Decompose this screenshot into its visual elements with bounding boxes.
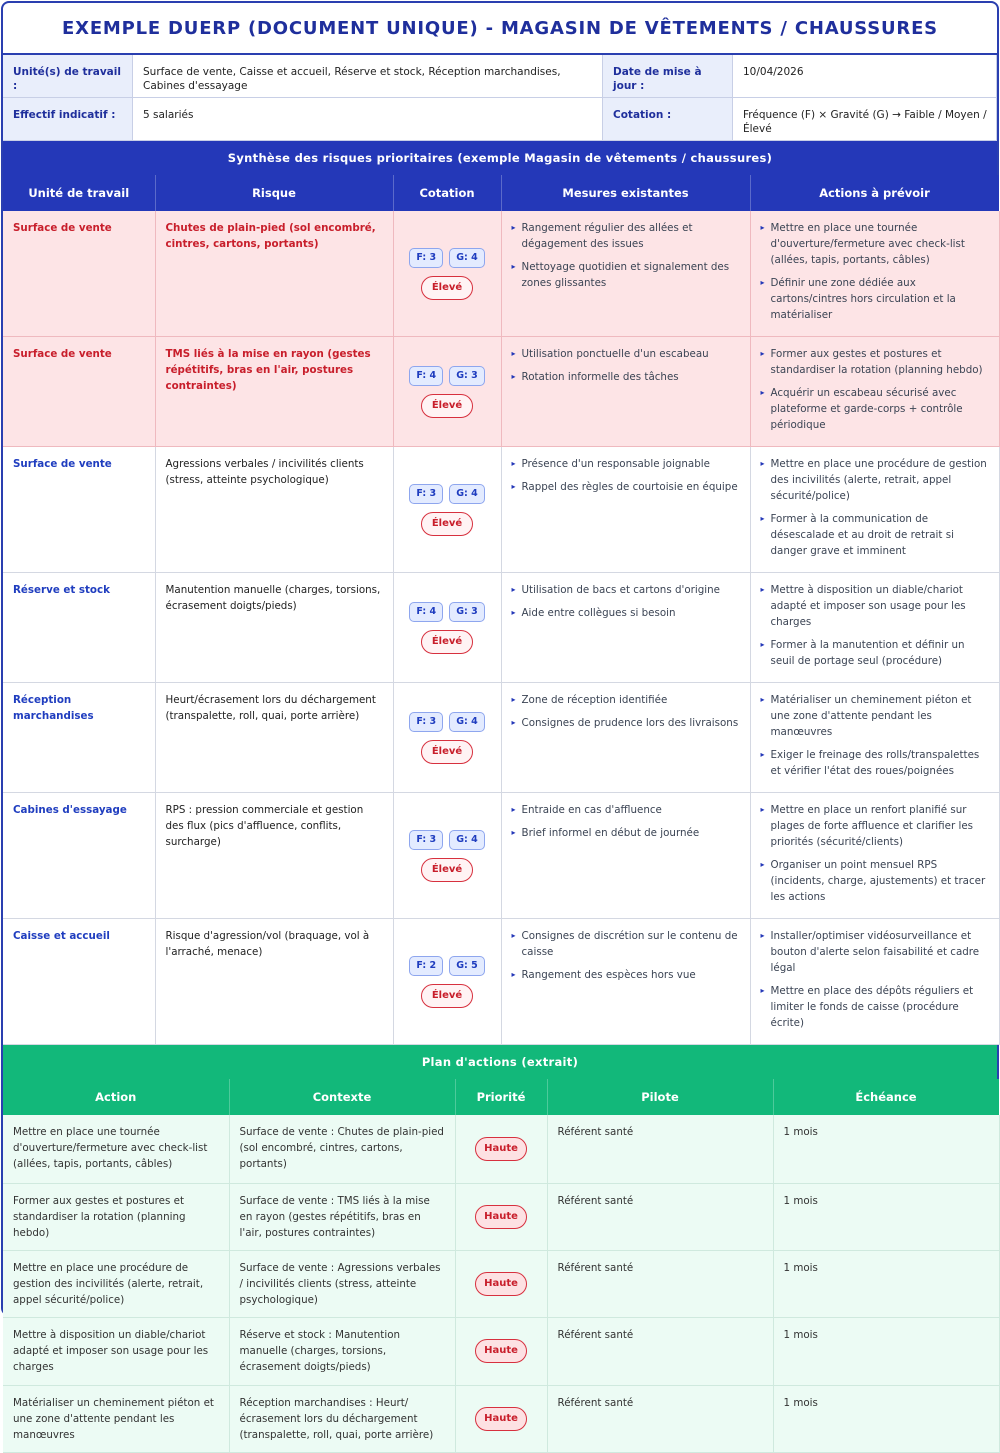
priority-badge: Haute xyxy=(475,1407,527,1431)
gravity-badge: G: 4 xyxy=(449,712,485,732)
action-item: ▸ Former à la communication de désescalade et au droit de retrait si danger grave et imminent xyxy=(761,511,990,559)
cotation-cell xyxy=(393,683,501,793)
action-item: ▸ Mettre en place une tournée d'ouverture/fermeture avec check-list (allées, tapis, portants, câbles) xyxy=(761,220,990,268)
action-item: ▸ Mettre à disposition un diable/chariot adapté et imposer son usage pour les charges xyxy=(761,582,990,630)
measure-item: ▸ Rappel des règles de courtoisie en équipe xyxy=(512,479,741,495)
frequency-badge: F: 3 xyxy=(409,830,443,850)
priority-cell xyxy=(455,1385,547,1452)
unit-cell: Réception marchandises xyxy=(3,683,155,793)
risk-row xyxy=(3,447,999,573)
measure-item: ▸ Consignes de prudence lors des livraisons xyxy=(512,715,741,731)
unit-cell: Caisse et accueil xyxy=(3,919,155,1045)
risk-cell: Risque d'agression/vol (braquage, vol à l'arraché, menace) xyxy=(155,919,393,1045)
action-item: ▸ Mettre en place un renfort planifié sur plages de forte affluence et clarifier les priorités (sécurité/clients) xyxy=(761,802,990,850)
context-cell: Surface de vente : TMS liés à la mise en rayon (gestes répétitifs, bras en l'air, postures contraintes) xyxy=(229,1183,455,1250)
measures-cell xyxy=(501,683,750,793)
priority-badge: Haute xyxy=(475,1137,527,1161)
unit-cell: Surface de vente xyxy=(3,447,155,573)
action-cell: Mettre en place une procédure de gestion des incivilités (alerte, retrait, appel sécurité/police) xyxy=(3,1250,229,1317)
header-priority: Priorité xyxy=(455,1079,547,1115)
context-cell: Surface de vente : Agressions verbales / incivilités clients (stress, atteinte psychologique) xyxy=(229,1250,455,1317)
risk-row xyxy=(3,683,999,793)
gravity-badge: G: 3 xyxy=(449,366,485,386)
measure-item: ▸ Rotation informelle des tâches xyxy=(512,369,741,385)
synthesis-title: Synthèse des risques prioritaires (exemple Magasin de vêtements / chaussures) xyxy=(3,141,997,175)
plan-title: Plan d'actions (extrait) xyxy=(3,1045,997,1079)
cotation-value: Fréquence (F) × Gravité (G) → Faible / Moyen / Élevé xyxy=(733,98,997,141)
risk-table xyxy=(3,175,1000,1045)
measures-cell xyxy=(501,919,750,1045)
risk-row xyxy=(3,919,999,1045)
risk-cell: Heurt/écrasement lors du déchargement (transpalette, roll, quai, porte arrière) xyxy=(155,683,393,793)
header-measures: Mesures existantes xyxy=(501,175,750,211)
cotation-cell xyxy=(393,793,501,919)
deadline-cell: 1 mois xyxy=(773,1317,999,1385)
header-actions: Actions à prévoir xyxy=(750,175,999,211)
pilot-cell: Référent santé xyxy=(547,1250,773,1317)
frequency-badge: F: 3 xyxy=(409,712,443,732)
action-cell: Former aux gestes et postures et standardiser la rotation (planning hebdo) xyxy=(3,1183,229,1250)
units-label: Unité(s) de travail : xyxy=(3,55,133,98)
header-pilot: Pilote xyxy=(547,1079,773,1115)
gravity-badge: G: 4 xyxy=(449,248,485,268)
action-row xyxy=(3,1183,999,1250)
risk-level-badge: Élevé xyxy=(421,394,473,418)
risk-cell: Chutes de plain-pied (sol encombré, cintres, cartons, portants) xyxy=(155,211,393,337)
actions-cell xyxy=(750,683,999,793)
document xyxy=(1,1,999,1441)
action-item: ▸ Mettre en place une procédure de gestion des incivilités (alerte, retrait, appel sécurité/police) xyxy=(761,456,990,504)
risk-cell: Agressions verbales / incivilités clients (stress, atteinte psychologique) xyxy=(155,447,393,573)
action-item: ▸ Exiger le freinage des rolls/transpalettes et vérifier l'état des roues/poignées xyxy=(761,747,990,779)
pilot-cell: Référent santé xyxy=(547,1317,773,1385)
risk-row xyxy=(3,337,999,447)
gravity-badge: G: 5 xyxy=(449,956,485,976)
action-item: ▸ Définir une zone dédiée aux cartons/cintres hors circulation et la matérialiser xyxy=(761,275,990,323)
action-cell: Mettre en place une tournée d'ouverture/fermeture avec check-list (allées, tapis, portants, câbles) xyxy=(3,1115,229,1183)
action-item: ▸ Former aux gestes et postures et standardiser la rotation (planning hebdo) xyxy=(761,346,990,378)
risk-level-badge: Élevé xyxy=(421,858,473,882)
measure-item: ▸ Brief informel en début de journée xyxy=(512,825,741,841)
action-row xyxy=(3,1250,999,1317)
frequency-badge: F: 4 xyxy=(409,602,443,622)
frequency-badge: F: 2 xyxy=(409,956,443,976)
measures-cell xyxy=(501,793,750,919)
priority-badge: Haute xyxy=(475,1205,527,1229)
header-unit: Unité de travail xyxy=(3,175,155,211)
measures-cell xyxy=(501,211,750,337)
pilot-cell: Référent santé xyxy=(547,1385,773,1452)
action-plan-table xyxy=(3,1079,1000,1453)
priority-badge: Haute xyxy=(475,1272,527,1296)
measure-item: ▸ Présence d'un responsable joignable xyxy=(512,456,741,472)
action-item: ▸ Installer/optimiser vidéosurveillance et bouton d'alerte selon faisabilité et cadre légal xyxy=(761,928,990,976)
risk-level-badge: Élevé xyxy=(421,276,473,300)
measures-cell xyxy=(501,573,750,683)
risk-cell: RPS : pression commerciale et gestion des flux (pics d'affluence, conflits, surcharge) xyxy=(155,793,393,919)
frequency-badge: F: 3 xyxy=(409,484,443,504)
deadline-cell: 1 mois xyxy=(773,1183,999,1250)
risk-cell: TMS liés à la mise en rayon (gestes répétitifs, bras en l'air, postures contraintes) xyxy=(155,337,393,447)
actions-cell xyxy=(750,337,999,447)
risk-row xyxy=(3,573,999,683)
measure-item: ▸ Entraide en cas d'affluence xyxy=(512,802,741,818)
measure-item: ▸ Consignes de discrétion sur le contenu de caisse xyxy=(512,928,741,960)
measure-item: ▸ Zone de réception identifiée xyxy=(512,692,741,708)
action-row xyxy=(3,1115,999,1183)
risk-table-header xyxy=(3,175,999,211)
date-value: 10/04/2026 xyxy=(733,55,997,98)
priority-cell xyxy=(455,1317,547,1385)
risk-level-badge: Élevé xyxy=(421,512,473,536)
measures-cell xyxy=(501,447,750,573)
priority-cell xyxy=(455,1250,547,1317)
pilot-cell: Référent santé xyxy=(547,1115,773,1183)
risk-level-badge: Élevé xyxy=(421,740,473,764)
gravity-badge: G: 4 xyxy=(449,830,485,850)
info-block xyxy=(3,55,997,141)
cotation-label: Cotation : xyxy=(603,98,733,141)
action-item: ▸ Mettre en place des dépôts réguliers et limiter le fonds de caisse (procédure écrite) xyxy=(761,983,990,1031)
frequency-badge: F: 4 xyxy=(409,366,443,386)
measure-item: ▸ Rangement régulier des allées et dégagement des issues xyxy=(512,220,741,252)
staff-label: Effectif indicatif : xyxy=(3,98,133,141)
risk-row xyxy=(3,793,999,919)
risk-level-badge: Élevé xyxy=(421,630,473,654)
deadline-cell: 1 mois xyxy=(773,1385,999,1452)
risk-level-badge: Élevé xyxy=(421,984,473,1008)
actions-cell xyxy=(750,573,999,683)
deadline-cell: 1 mois xyxy=(773,1250,999,1317)
priority-badge: Haute xyxy=(475,1339,527,1363)
actions-cell xyxy=(750,447,999,573)
actions-cell xyxy=(750,793,999,919)
gravity-badge: G: 4 xyxy=(449,484,485,504)
action-table-header xyxy=(3,1079,999,1115)
priority-cell xyxy=(455,1183,547,1250)
header-context: Contexte xyxy=(229,1079,455,1115)
priority-cell xyxy=(455,1115,547,1183)
risk-cell: Manutention manuelle (charges, torsions, écrasement doigts/pieds) xyxy=(155,573,393,683)
measure-item: ▸ Nettoyage quotidien et signalement des zones glissantes xyxy=(512,259,741,291)
date-label: Date de mise à jour : xyxy=(603,55,733,98)
units-value: Surface de vente, Caisse et accueil, Réserve et stock, Réception marchandises, Cabines d'essayage xyxy=(133,55,603,98)
deadline-cell: 1 mois xyxy=(773,1115,999,1183)
actions-cell xyxy=(750,211,999,337)
risk-row xyxy=(3,211,999,337)
unit-cell: Surface de vente xyxy=(3,211,155,337)
action-row xyxy=(3,1385,999,1452)
action-cell: Mettre à disposition un diable/chariot adapté et imposer son usage pour les charges xyxy=(3,1317,229,1385)
pilot-cell: Référent santé xyxy=(547,1183,773,1250)
action-cell: Matérialiser un cheminement piéton et une zone d'attente pendant les manœuvres xyxy=(3,1385,229,1452)
gravity-badge: G: 3 xyxy=(449,602,485,622)
cotation-cell xyxy=(393,211,501,337)
actions-cell xyxy=(750,919,999,1045)
action-item: ▸ Acquérir un escabeau sécurisé avec plateforme et garde-corps + contrôle périodique xyxy=(761,385,990,433)
cotation-cell xyxy=(393,337,501,447)
staff-value: 5 salariés xyxy=(133,98,603,141)
measures-cell xyxy=(501,337,750,447)
frequency-badge: F: 3 xyxy=(409,248,443,268)
unit-cell: Réserve et stock xyxy=(3,573,155,683)
header-deadline: Échéance xyxy=(773,1079,999,1115)
action-row xyxy=(3,1317,999,1385)
header-action: Action xyxy=(3,1079,229,1115)
context-cell: Réserve et stock : Manutention manuelle (charges, torsions, écrasement doigts/pieds) xyxy=(229,1317,455,1385)
cotation-cell xyxy=(393,573,501,683)
action-item: ▸ Former à la manutention et définir un seuil de portage seul (procédure) xyxy=(761,637,990,669)
action-item: ▸ Organiser un point mensuel RPS (incidents, charge, ajustements) et tracer les actions xyxy=(761,857,990,905)
measure-item: ▸ Rangement des espèces hors vue xyxy=(512,967,741,983)
action-item: ▸ Matérialiser un cheminement piéton et une zone d'attente pendant les manœuvres xyxy=(761,692,990,740)
header-cotation: Cotation xyxy=(393,175,501,211)
context-cell: Surface de vente : Chutes de plain-pied (sol encombré, cintres, cartons, portants) xyxy=(229,1115,455,1183)
cotation-cell xyxy=(393,919,501,1045)
unit-cell: Cabines d'essayage xyxy=(3,793,155,919)
cotation-cell xyxy=(393,447,501,573)
page-title: EXEMPLE DUERP (DOCUMENT UNIQUE) - MAGASIN DE VÊTEMENTS / CHAUSSURES xyxy=(3,3,997,55)
unit-cell: Surface de vente xyxy=(3,337,155,447)
measure-item: ▸ Utilisation de bacs et cartons d'origine xyxy=(512,582,741,598)
context-cell: Réception marchandises : Heurt/ écrasement lors du déchargement (transpalette, roll, quai, porte arrière) xyxy=(229,1385,455,1452)
measure-item: ▸ Aide entre collègues si besoin xyxy=(512,605,741,621)
measure-item: ▸ Utilisation ponctuelle d'un escabeau xyxy=(512,346,741,362)
header-risk: Risque xyxy=(155,175,393,211)
